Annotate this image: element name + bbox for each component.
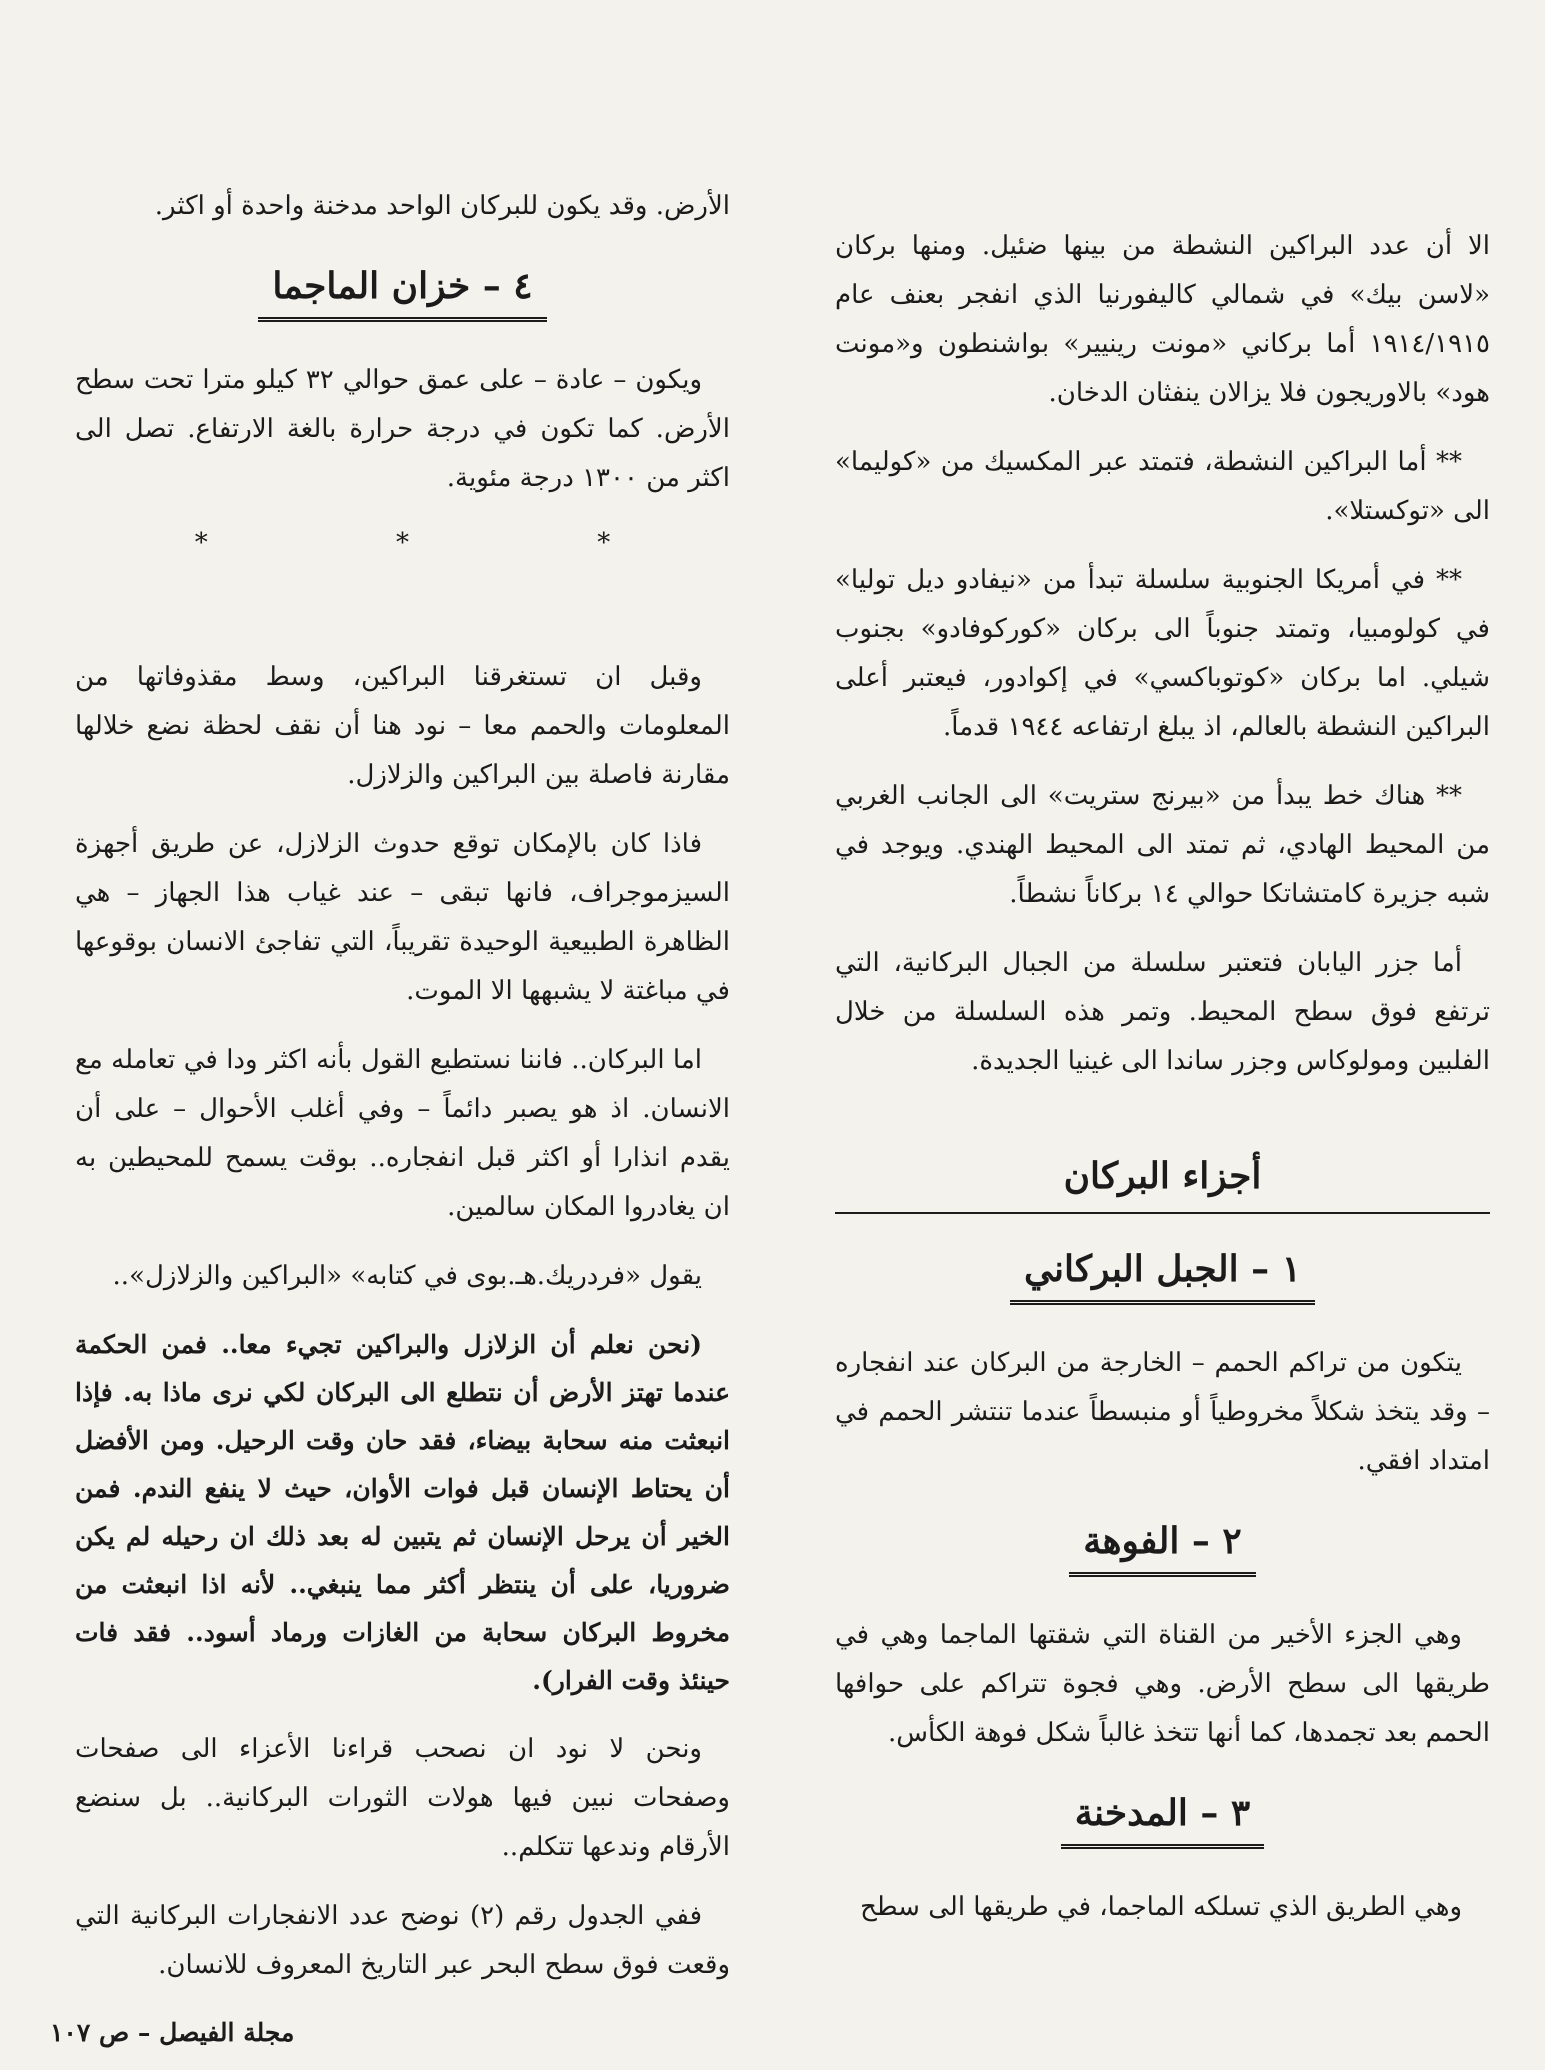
paragraph-mexico: ** أما البراكين النشطة، فتمتد عبر المكسيك من «كوليما» الى «توكستلا». (835, 447, 1490, 526)
heading-crater (835, 1514, 1490, 1577)
paragraph-quote-intro: يقول «فردريك.هـ.بوى في كتابه» «البراكين والزلازل».. (112, 1261, 702, 1291)
heading-crater-text: ٢ – الفوهة (1069, 1514, 1255, 1577)
paragraph-before: وقبل ان تستغرقنا البراكين، وسط مقذوفاتها من المعلومات والحمم معا – نود هنا أن نقف لحظة نضع خلالها مقارنة فاصلة بين البراكين والزلازل. (75, 662, 730, 790)
paragraph-mountain: يتكون من تراكم الحمم – الخارجة من البركان عند انفجاره – وقد يتخذ شكلاً مخروطياً أو منبسطاً عندما تنتشر الحمم في امتداد افقي. (835, 1348, 1490, 1476)
paragraph-crater: وهي الجزء الأخير من القناة التي شقتها الماجما وهي في طريقها الى سطح الأرض. وهي فجوة تتراكم على حوافها الحمم بعد تجمدها، كما أنها تتخذ غالباً شكل فوهة الكأس. (835, 1620, 1490, 1748)
heading-volcanic-mountain (835, 1242, 1490, 1305)
paragraph-lassen: الا أن عدد البراكين النشطة من بينها ضئيل. ومنها بركان «لاسن بيك» في شمالي كاليفورنيا الذي انفجر بعنف عام ١٩١٤/١٩١٥ أما بركاني «مونت رينيير» بواشنطون و«مونت هود» بالاوريجون فلا يزالان ينفثان الدخان. (835, 231, 1490, 408)
heading-vent (835, 1786, 1490, 1849)
left-column (75, 182, 730, 2010)
section-separator: * * * (194, 528, 701, 558)
paragraph-vent: وهي الطريق الذي تسلكه الماجما، في طريقها الى سطح (860, 1892, 1462, 1922)
section-title-volcano-parts: أجزاء البركان (1063, 1155, 1262, 1197)
paragraph-table-reference: ففي الجدول رقم (٢) نوضح عدد الانفجارات البركانية التي وقعت فوق سطح البحر عبر التاريخ المعروف للانسان. (75, 1901, 730, 1980)
paragraph-magma: ويكون – عادة – على عمق حوالي ٣٢ كيلو مترا تحت سطح الأرض. كما تكون في درجة حرارة بالغة الارتفاع. تصل الى اكثر من ١٣٠٠ درجة مئوية. (75, 365, 730, 493)
paragraph-prediction: فاذا كان بالإمكان توقع حدوث الزلازل، عن طريق أجهزة السيزموجراف، فانها تبقى – عند غياب هذا الجهاز – هي الظاهرة الطبيعية الوحيدة تقريباً، التي تفاجئ الانسان بوقوعها في مباغتة لا يشبهها الا الموت. (75, 829, 730, 1006)
section-rule (835, 1212, 1490, 1214)
paragraph-continuation: الأرض. وقد يكون للبركان الواحد مدخنة واحدة أو اكثر. (154, 191, 730, 221)
paragraph-japan: أما جزر اليابان فتعتبر سلسلة من الجبال البركانية، التي ترتفع فوق سطح المحيط. وتمر هذه السلسلة من خلال الفلبين ومولوكاس وجزر ساندا الى غينيا الجديدة. (835, 948, 1490, 1076)
paragraph-volcano-warning: اما البركان.. فاننا نستطيع القول بأنه اكثر ودا في تعامله مع الانسان. اذ هو يصبر دائماً – وفي أغلب الأحوال – على أن يقدم انذارا أو اكثر قبل انفجاره.. بوقت يسمح للمحيطين به ان يغادروا المكان سالمين. (75, 1045, 730, 1222)
paragraph-numbers: ونحن لا نود ان نصحب قراءنا الأعزاء الى صفحات وصفحات نبين فيها هولات الثورات البركانية.. بل سنضع الأرقام وندعها تتكلم.. (75, 1734, 730, 1862)
paragraph-south-america: ** في أمريكا الجنوبية سلسلة تبدأ من «نيفادو ديل توليا» في كولومبيا، وتمتد جنوباً الى بركان «كوركوفادو» بجنوب شيلي. اما بركان «كوتوباكسي» في إكوادور، فيعتبر أعلى البراكين النشطة بالعالم، اذ يبلغ ارتفاعه ١٩٤٤ قدماً. (835, 565, 1490, 742)
heading-mountain-text: ١ – الجبل البركاني (1010, 1242, 1315, 1305)
page-footer: مجلة الفيصل – ص ١٠٧ (50, 2018, 295, 2047)
paragraph-quote: (نحن نعلم أن الزلازل والبراكين تجيء معا.. فمن الحكمة عندما تهتز الأرض أن نتطلع الى البركان لكي نرى ماذا به. فإذا انبعثت منه سحابة بيضاء، فقد حان وقت الرحيل. ومن الأفضل أن يحتاط الإنسان قبل فوات الأوان، حيث لا ينفع الندم. فمن الخير أن يرحل الإنسان ثم يتبين له بعد ذلك ان رحيله لم يكن ضروريا، على أن ينتظر أكثر مما ينبغي.. لأنه اذا انبعثت من مخروط البركان سحابة من الغازات ورماد أسود.. فقد فات حينئذ وقت الفرار). (75, 1330, 730, 1695)
heading-magma-reservoir (75, 259, 730, 322)
right-column (835, 222, 1490, 1952)
paragraph-bering: ** هناك خط يبدأ من «بيرنج ستريت» الى الجانب الغربي من المحيط الهادي، ثم تمتد الى المحيط الهندي. ويوجد في شبه جزيرة كامتشاتكا حوالي ١٤ بركاناً نشطاً. (835, 781, 1490, 909)
heading-magma-text: ٤ – خزان الماجما (258, 259, 546, 322)
heading-vent-text: ٣ – المدخنة (1061, 1786, 1265, 1849)
